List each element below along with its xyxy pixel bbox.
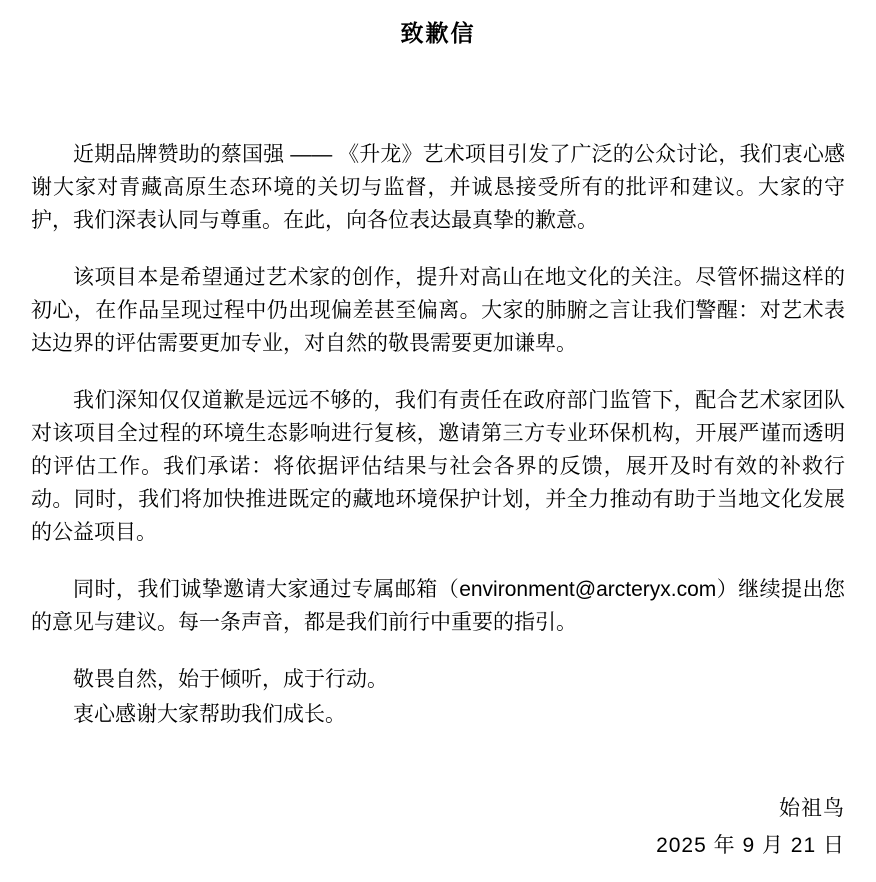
closing-line-nature: 敬畏自然，始于倾听，成于行动。: [73, 668, 388, 691]
letter-body: [31, 138, 845, 731]
signature-brand-name: 始祖鸟: [779, 797, 845, 820]
closing-line-thanks: 衷心感谢大家帮助我们成长。: [73, 703, 346, 726]
letter-title: 致歉信: [400, 20, 476, 46]
paragraph-project-intent: 该项目本是希望通过艺术家的创作，提升对高山在地文化的关注。尽管怀揣这样的初心，在作品呈现过程中仍出现偏差甚至偏离。大家的肺腑之言让我们警醒：对艺术表达边界的评估需要更加专业，对自然的敬畏需要更加谦卑。: [31, 266, 845, 355]
paragraph-remediation-commitment: 我们深知仅仅道歉是远远不够的，我们有责任在政府部门监管下，配合艺术家团队对该项目全过程的环境生态影响进行复核，邀请第三方专业环保机构，开展严谨而透明的评估工作。我们承诺：将依据评估结果与社会各界的反馈，展开及时有效的补救行动。同时，我们将加快推进既定的藏地环境保护计划，并全力推动有助于当地文化发展的公益项目。: [31, 389, 845, 544]
closing-block: [31, 663, 845, 731]
paragraph-feedback-email: 同时，我们诚挚邀请大家通过专属邮箱（environment@arcteryx.com）继续提出您的意见与建议。每一条声音，都是我们前行中重要的指引。: [31, 578, 845, 634]
paragraph-intro-apology: 近期品牌赞助的蔡国强 —— 《升龙》艺术项目引发了广泛的公众讨论，我们衷心感谢大家对青藏高原生态环境的关切与监督，并诚恳接受所有的批评和建议。大家的守护，我们深表认同与尊重。在此，向各位表达最真挚的歉意。: [31, 143, 845, 232]
signature-block: [656, 790, 845, 864]
signature-date: 2025 年 9 月 21 日: [656, 834, 845, 857]
